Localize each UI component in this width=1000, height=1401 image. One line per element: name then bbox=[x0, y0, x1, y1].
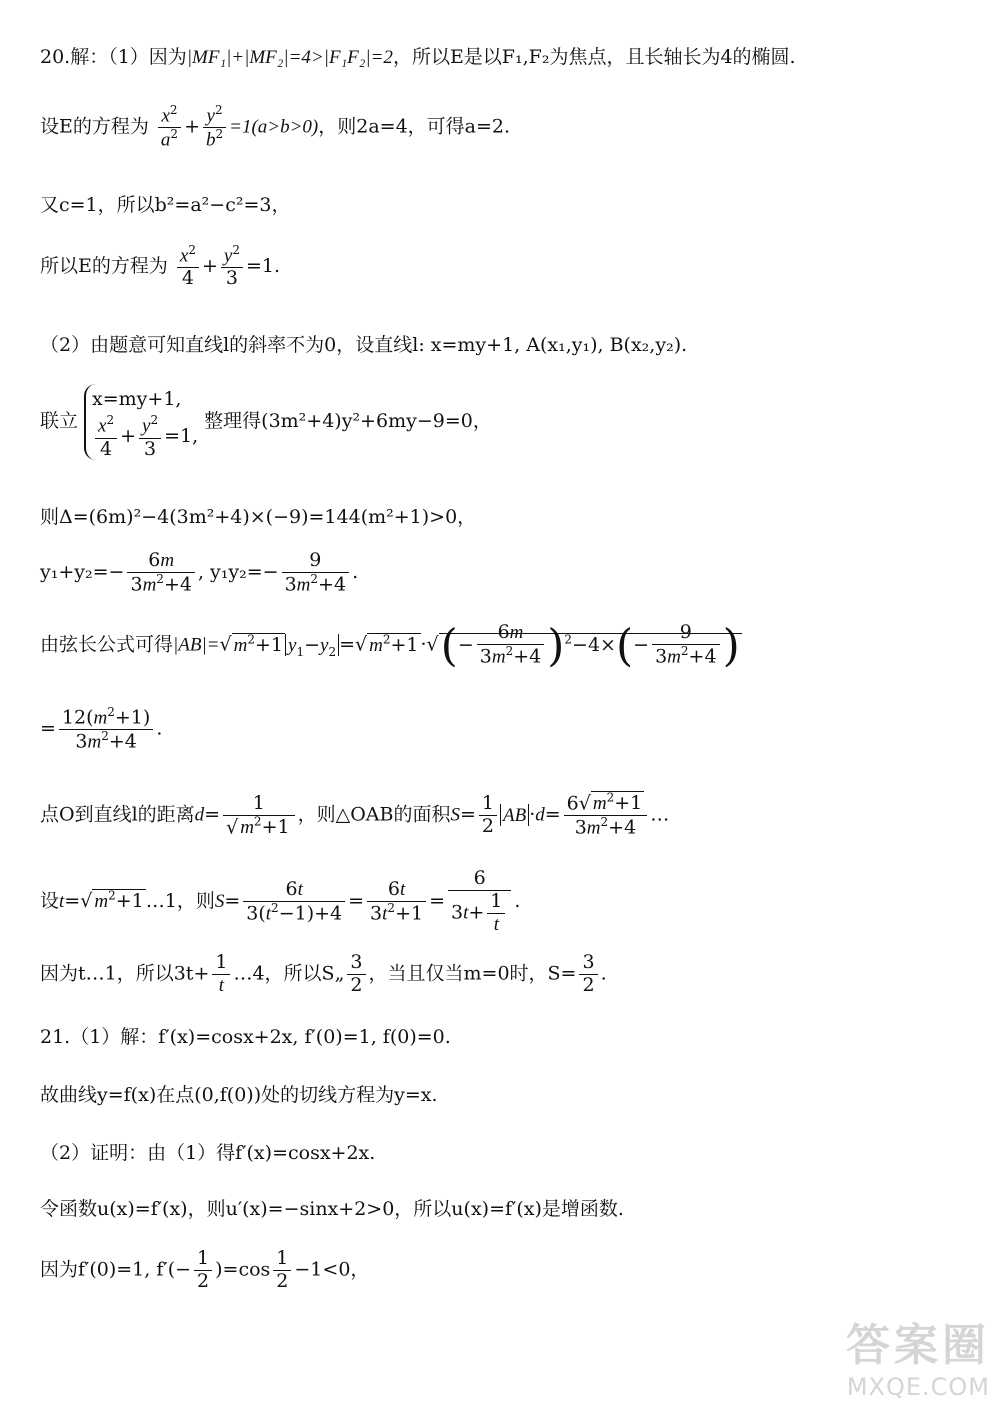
frac-s-sub-1: $\frac{6t}{3(t^2-1)+4}$ bbox=[243, 879, 345, 925]
q20-line-9: 由弦长公式可得|AB|=√ $m^2+1$ $y_1-y_2$ =√ $m^2+1$ ·√(− $\frac{6m}{3m^2+4}$ )$^2$−4×(− $\frac{9}{3m^2+4}$ ) bbox=[40, 620, 740, 671]
watermark-logo: 答案圈 bbox=[846, 1320, 990, 1371]
q20-line2-cond: =1(a>b>0) bbox=[229, 116, 319, 138]
q20-part1-intro: （1）因为 bbox=[108, 46, 187, 68]
q20-line-1 bbox=[40, 42, 960, 69]
q20-line-6 bbox=[40, 384, 960, 460]
q20-line4-head: 所以E的方程为 bbox=[40, 255, 168, 278]
q20-line-12: 设t=√ $m^2+1$ …1，则S= $\frac{6t}{3(t^2-1)+4}$ = $\frac{6t}{3t^2+1}$ = 6 3t+ $\frac{1}{t}$ . bbox=[40, 867, 521, 935]
frac-ab-length: $\frac{12(m^2+1)}{3m^2+4}$ bbox=[59, 706, 153, 753]
frac-y2-b2: $\frac{y^2}{b^2}$ bbox=[203, 104, 226, 151]
q20-line9-ab: |AB|= bbox=[173, 634, 220, 656]
q20-line-7: 则Δ=(6m)²−4(3m²+4)×(−9)=144(m²+1)>0， bbox=[40, 506, 477, 528]
q20-line-13: 因为t…1，所以3t+ $\frac{1}{t}$ …4，所以S„ $\frac{3}{2}$ ，当且仅当m=0时，S= $\frac{3}{2}$ . bbox=[40, 951, 607, 996]
q20-line-5: （2）由题意可知直线l的斜率不为0，设直线l: x=my+1, A(x₁,y₁), B(x₂,y₂). bbox=[40, 334, 688, 356]
q20-label: 20.解： bbox=[40, 46, 109, 68]
q21-line-1: 21.（1）解：f′(x)=cosx+2x, f′(0)=1, f(0)=0. bbox=[40, 1026, 451, 1048]
q20-line13-mid2: ，当且仅当m=0时，S= bbox=[368, 962, 577, 985]
q20-line-11: 点O到直线l的距离d= $\frac{1}{√ m^2+1}$ ，则△OAB的面积S= $\frac{1}{2}$ AB ·d= $\frac{6√ m^2+1}{3m^2+4}$ … bbox=[40, 791, 670, 839]
q20-line13-head: 因为t…1，所以3t+ bbox=[40, 962, 210, 985]
system-eq-1: x=my+1, bbox=[92, 388, 182, 410]
frac-6m: $\frac{6m}{3m^2+4}$ bbox=[127, 550, 194, 596]
q20-line8-head: y₁+y₂=− bbox=[40, 561, 125, 584]
frac-s-sub-2: $\frac{6t}{3t^2+1}$ bbox=[367, 879, 426, 925]
q20-line-10: = $\frac{12(m^2+1)}{3m^2+4}$ . bbox=[40, 705, 163, 753]
q20-line-2: 设E的方程为 $\frac{x^2}{a^2}$ + $\frac{y^2}{b^2}$ =1(a>b>0)，则2a=4，可得a=2. bbox=[40, 103, 511, 151]
q20-line9-head: 由弦长公式可得 bbox=[40, 633, 174, 656]
frac-y2-3: $\frac{y^2}{3}$ bbox=[221, 244, 243, 290]
frac-9: $\frac{9}{3m^2+4}$ bbox=[282, 550, 349, 596]
q21-line5-mid: )=cos bbox=[215, 1258, 271, 1281]
watermark-url: MXQE.COM bbox=[846, 1373, 990, 1401]
system-eq-2: $\frac{x^2}{4}$ + $\frac{y^2}{3}$ =1, bbox=[92, 414, 198, 460]
q20-line-4: 所以E的方程为 $\frac{x^2}{4}$ + $\frac{y^2}{3}$ =1. bbox=[40, 243, 281, 290]
q20-line6-head: 联立 bbox=[40, 410, 79, 433]
q21-line5-head: 因为f′(0)=1, f′( bbox=[40, 1258, 176, 1281]
q21-line-2: 故曲线y=f(x)在点(0,f(0))处的切线方程为y=x. bbox=[40, 1084, 438, 1106]
equation-system bbox=[84, 384, 198, 460]
q20-line-8: y₁+y₂=− $\frac{6m}{3m^2+4}$ , y₁y₂=− $\frac{9}{3m^2+4}$ . bbox=[40, 549, 359, 596]
q20-line2-head: 设E的方程为 bbox=[40, 115, 149, 138]
q20-line4-tail: =1. bbox=[246, 255, 281, 278]
q20-line11-mid: ，则△OAB的面积 bbox=[297, 803, 451, 826]
frac-area: $\frac{6√ m^2+1}{3m^2+4}$ bbox=[564, 792, 648, 839]
frac-distance: $\frac{1}{√ m^2+1}$ bbox=[223, 793, 295, 839]
q20-line6-tail: 整理得(3m²+4)y²+6my−9=0， bbox=[204, 410, 492, 433]
frac-x2-4: $\frac{x^2}{4}$ bbox=[177, 244, 199, 290]
q21-line-4: 令函数u(x)=f′(x)，则u′(x)=−sinx+2>0，所以u(x)=f′(x)是增函数. bbox=[40, 1198, 624, 1220]
q20-line2-tail: ，则2a=4，可得a=2. bbox=[318, 115, 511, 138]
q21-line5-tail: −1<0， bbox=[294, 1258, 370, 1281]
q20-line13-mid: …4，所以S„ bbox=[233, 962, 345, 985]
q21-line-5: 因为f′(0)=1, f′(− $\frac{1}{2}$ )=cos $\frac{1}{2}$ −1<0， bbox=[40, 1247, 370, 1292]
q21-line-3: （2）证明：由（1）得f′(x)=cosx+2x. bbox=[40, 1142, 376, 1164]
sqrt-m2-1: √ $m^2+1$ bbox=[219, 632, 283, 656]
q20-line8-mid: , y₁y₂=− bbox=[197, 561, 279, 584]
frac-x2-a2: $\frac{x^2}{a^2}$ bbox=[158, 104, 181, 151]
q20-line1-expr: |MF₁|+|MF₂|=4>|F₁F₂|=2 bbox=[186, 47, 393, 68]
q20-line11-head: 点O到直线l的距离 bbox=[40, 803, 195, 826]
watermark bbox=[805, 1309, 990, 1401]
sqrt-discriminant: √(− $\frac{6m}{3m^2+4}$ )$^2$−4×(− $\frac{9}{3m^2+4}$ ) bbox=[426, 620, 740, 671]
frac-s-sub-3: 6 3t+ $\frac{1}{t}$ bbox=[448, 868, 511, 936]
q20-line1-tail: ，所以E是以F₁,F₂为焦点，且长轴长为4的椭圆. bbox=[392, 46, 796, 68]
q20-line-3: 又c=1，所以b²=a²−c²=3， bbox=[40, 194, 291, 216]
